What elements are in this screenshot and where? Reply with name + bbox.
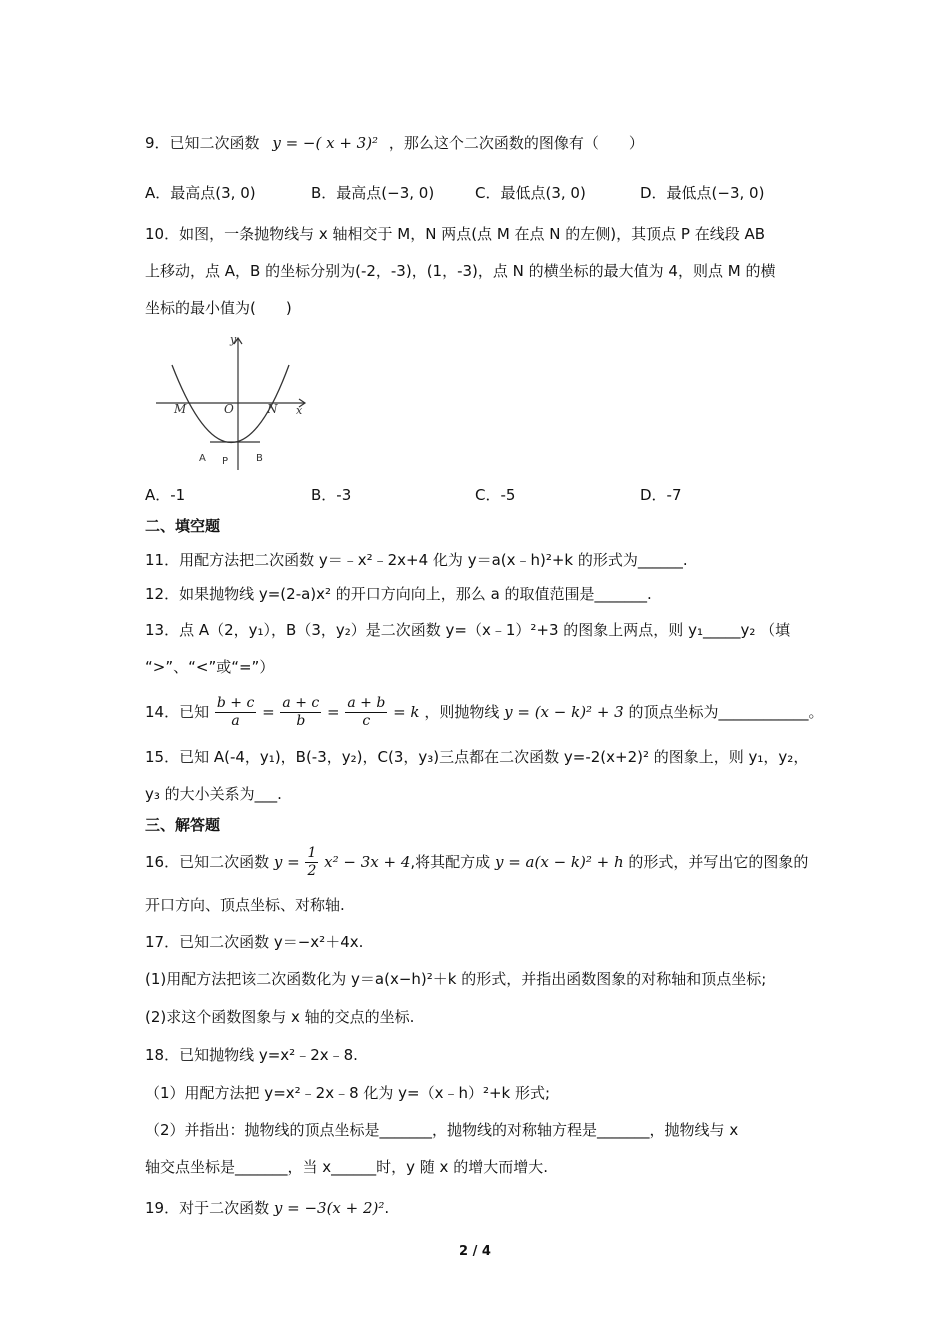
q10-option-b: B．-3 (311, 486, 352, 504)
q10-option-a: A．-1 (145, 486, 186, 504)
label-x: x (296, 404, 303, 417)
label-p: P (222, 456, 229, 467)
q10-option-c: C．-5 (475, 486, 516, 504)
q11: 11．用配方法把二次函数 y＝﹣x²﹣2x+4 化为 y＝a(x﹣h)²+k 的形式为______. (145, 551, 688, 569)
q18-line-1: 18．已知抛物线 y=x²﹣2x﹣8. (145, 1046, 358, 1064)
q19-formula: y = −3(x + 2)² (273, 1199, 385, 1217)
q9-formula: y = −( x + 3)² (272, 134, 379, 152)
q10-line-1: 10．如图，一条抛物线与 x 轴相交于 M，N 两点(点 M 在点 N 的左侧)，其顶点 P 在线段 AB (145, 225, 766, 243)
q10-line-3: 坐标的最小值为( ) (145, 299, 292, 317)
q9-option-b: B．最高点(−3, 0) (311, 184, 435, 202)
q14-fraction-1: $\frac{b + c}{a}$ (216, 695, 255, 729)
q14: 14．已知 $\frac{b + c}{a}$ = $\frac{a + c}{b}$ = $\frac{a + b}{c}$ = k ，则抛物线 y = (x − k)² + 3 的顶点坐标为____________。 (145, 695, 824, 729)
section-fill-in-heading: 二、填空题 (145, 517, 221, 535)
q10-option-d: D．-7 (640, 486, 682, 504)
label-m: M (174, 402, 187, 416)
q19: 19．对于二次函数 y = −3(x + 2)². (145, 1199, 390, 1217)
q14-fraction-2: $\frac{a + c}{b}$ (282, 695, 320, 729)
q13-line-2: “>”、“<”或“=”） (145, 658, 275, 676)
q9-option-c: C．最低点(3, 0) (475, 184, 586, 202)
q9-stem: 9．已知二次函数 y = −( x + 3)² ，那么这个二次函数的图像有（ ） (145, 134, 644, 152)
label-n: N (267, 402, 278, 416)
q13-line-1: 13．点 A（2，y₁），B（3，y₂）是二次函数 y=（x﹣1）²+3 的图象上两点，则 y₁_____y₂ （填 (145, 621, 791, 639)
label-b: B (256, 453, 263, 464)
q14-fraction-3: $\frac{a + b}{c}$ (347, 695, 386, 729)
label-a: A (199, 453, 206, 464)
q17-line-2: (1)用配方法把该二次函数化为 y＝a(x−h)²＋k 的形式，并指出函数图象的对称轴和顶点坐标; (145, 970, 767, 988)
q16-line-1: 16．已知二次函数 y = $\frac{1}{2}$ x² − 3x + 4,将其配方成 y = a(x − k)² + h 的形式，并写出它的图象的 (145, 845, 809, 879)
section-answer-heading: 三、解答题 (145, 816, 221, 834)
q10-line-2: 上移动，点 A，B 的坐标分别为(-2，-3)，(1，-3)，点 N 的横坐标的最大值为 4，则点 M 的横 (145, 262, 776, 280)
parabola-figure (150, 330, 310, 475)
label-y: y (230, 333, 237, 346)
q9-option-a: A．最高点(3, 0) (145, 184, 256, 202)
q18-line-4: 轴交点坐标是_______，当 x______时，y 随 x 的增大而增大. (145, 1158, 548, 1176)
q18-line-3: （2）并指出：抛物线的顶点坐标是_______，抛物线的对称轴方程是_______，抛物线与 x (145, 1121, 739, 1139)
q17-line-3: (2)求这个函数图象与 x 轴的交点的坐标. (145, 1008, 415, 1026)
q14-formula: y = (x − k)² + 3 (504, 703, 624, 721)
q9-option-d: D．最低点(−3, 0) (640, 184, 765, 202)
q15-line-2: y₃ 的大小关系为___. (145, 785, 282, 803)
q16-line-2: 开口方向、顶点坐标、对称轴. (145, 896, 345, 914)
q12: 12．如果抛物线 y=(2-a)x² 的开口方向向上，那么 a 的取值范围是_______. (145, 585, 652, 603)
q18-line-2: （1）用配方法把 y=x²﹣2x﹣8 化为 y=（x﹣h）²+k 形式; (145, 1084, 551, 1102)
page-number: 2 / 4 (459, 1244, 491, 1259)
label-o: O (224, 402, 234, 416)
q16-formula: y = a(x − k)² + h (494, 853, 624, 871)
q15-line-1: 15．已知 A(-4，y₁)，B(-3，y₂)，C(3，y₃)三点都在二次函数 y=-2(x+2)² 的图象上，则 y₁，y₂， (145, 748, 809, 766)
q17-line-1: 17．已知二次函数 y＝−x²＋4x. (145, 933, 364, 951)
q16-fraction: $\frac{1}{2}$ (307, 845, 317, 879)
